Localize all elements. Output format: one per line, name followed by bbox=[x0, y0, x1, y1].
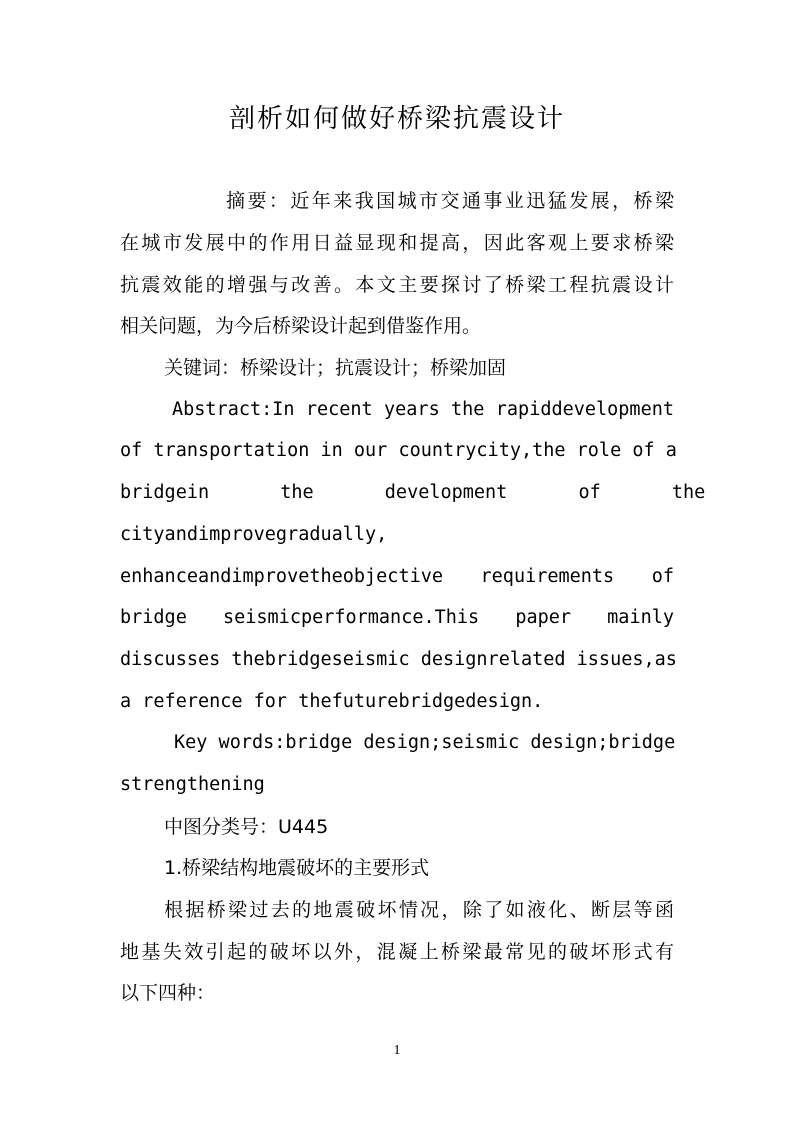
abstract-cn-line: 抗震效能的增强与改善。本文主要探讨了桥梁工程抗震设计 bbox=[120, 274, 674, 296]
abstract-en-line: cityandimprovegradually, bbox=[120, 524, 388, 545]
section-heading: 1.桥梁结构地震破坏的主要形式 bbox=[164, 857, 430, 879]
classification-number: 中图分类号：U445 bbox=[164, 816, 329, 838]
abstract-en-line: a reference for thefuturebridgedesign. bbox=[120, 691, 544, 712]
keywords-cn: 关键词：桥梁设计；抗震设计；桥梁加固 bbox=[164, 357, 507, 379]
body-line: 以下四种： bbox=[120, 982, 216, 1004]
abstract-en-line: discusses thebridgeseismic designrelated issues,as bbox=[120, 649, 677, 670]
abstract-cn-line: 摘要：近年来我国城市交通事业迅猛发展，桥梁 bbox=[226, 190, 674, 212]
body-line: 地基失效引起的破坏以外，混凝上桥梁最常见的破坏形式有 bbox=[120, 941, 674, 963]
abstract-en-line: bridge seismicperformance.This paper mainly bbox=[120, 607, 674, 628]
abstract-en-line: enhanceandimprovetheobjective requirements of bbox=[120, 566, 674, 587]
abstract-cn-line: 在城市发展中的作用日益显现和提高，因此客观上要求桥梁 bbox=[120, 232, 674, 254]
keywords-en-line: strengthening bbox=[120, 774, 265, 795]
document-title: 剖析如何做好桥梁抗震设计 bbox=[228, 104, 565, 134]
abstract-en-line: Abstract:In recent years the rapiddevelopment bbox=[172, 399, 674, 420]
abstract-en-line: of transportation in our countrycity,the role of a bbox=[120, 440, 677, 461]
abstract-cn-line: 相关问题，为今后桥梁设计起到借鉴作用。 bbox=[120, 315, 482, 337]
abstract-en-line: bridgein the development of the bbox=[120, 482, 706, 503]
keywords-en-line: Key words:bridge design;seismic design;bridge bbox=[174, 732, 676, 753]
body-line: 根据桥梁过去的地震破坏情况，除了如液化、断层等函 bbox=[164, 899, 674, 921]
page-number: 1 bbox=[393, 1043, 401, 1058]
